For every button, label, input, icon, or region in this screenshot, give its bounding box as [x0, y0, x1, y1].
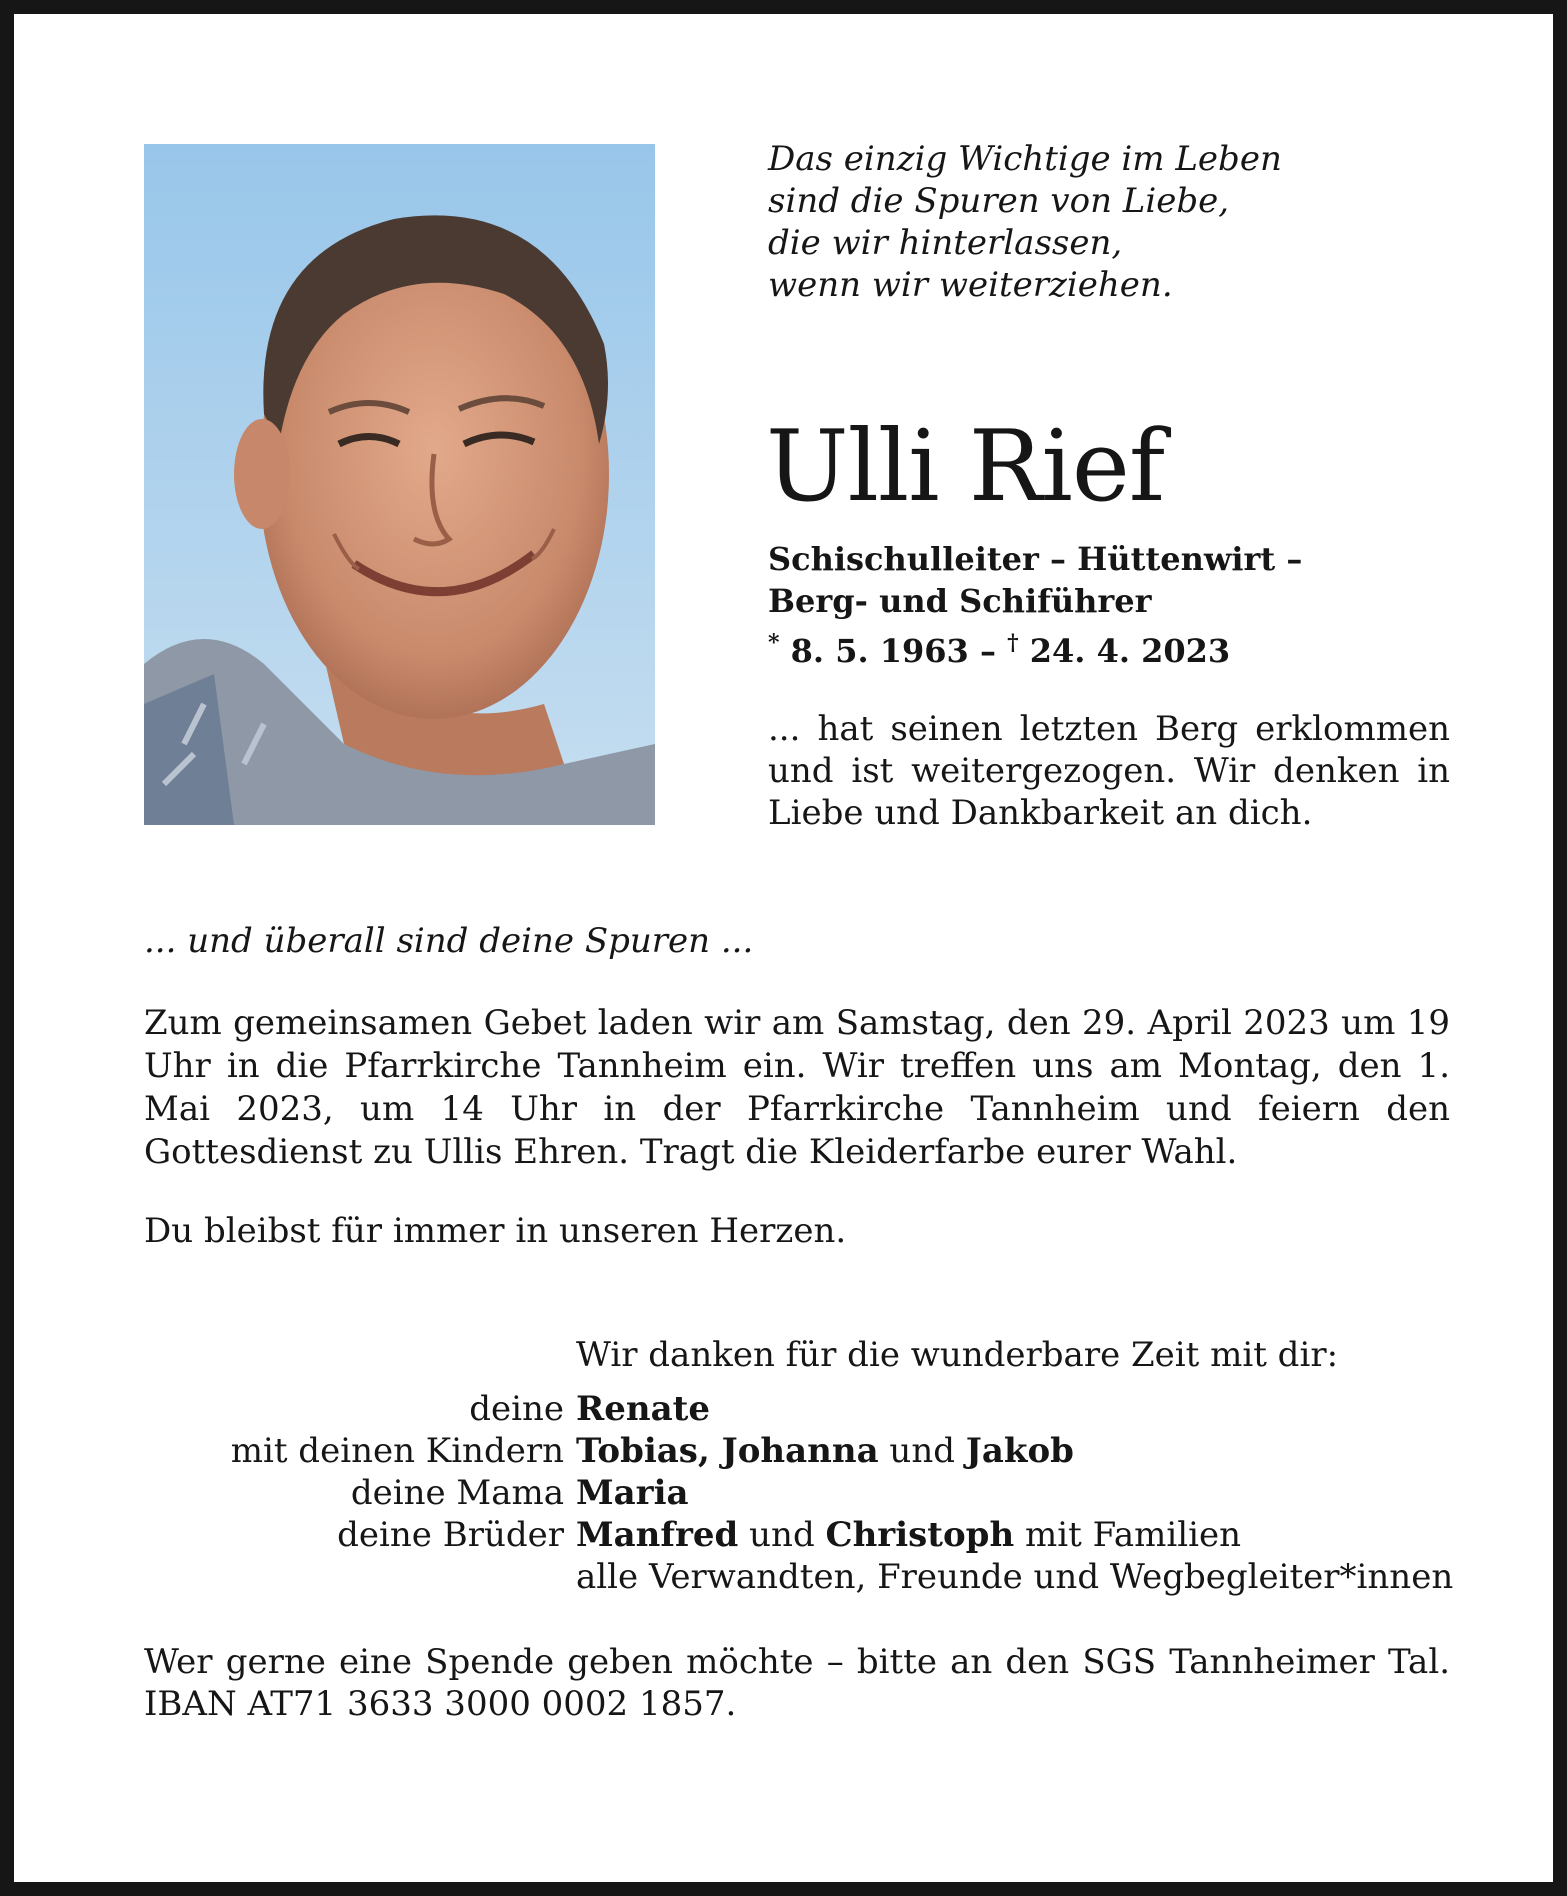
family-name: Renate: [576, 1389, 710, 1429]
family-names: [576, 1514, 1241, 1556]
family-name: Maria: [576, 1473, 689, 1513]
deceased-name: Ulli Rief: [766, 410, 1165, 524]
date-separator: –: [968, 632, 1008, 670]
heart-line: Du bleibst für immer in unseren Herzen.: [144, 1211, 847, 1251]
family-row: [144, 1388, 1464, 1430]
family-name: Manfred: [576, 1515, 739, 1555]
family-name: Christoph: [825, 1515, 1015, 1555]
life-dates: [768, 622, 1302, 672]
death-date: 24. 4. 2023: [1029, 632, 1231, 670]
family-row: [144, 1556, 1464, 1598]
donation-line: Wer gerne eine Spende geben möchte – bitte an den SGS Tannheimer Tal.: [144, 1642, 1450, 1682]
family-joiner: und: [738, 1515, 826, 1555]
memorial-quote: [768, 138, 1468, 306]
family-joiner: und: [878, 1431, 966, 1471]
family-name: Tobias, Johanna: [576, 1431, 879, 1471]
birth-symbol: *: [768, 630, 780, 656]
family-relation: deine: [469, 1389, 564, 1429]
iban-line: IBAN AT71 3633 3000 0002 1857.: [144, 1684, 737, 1724]
family-names: alle Verwandten, Freunde und Wegbegleiter*innen: [576, 1557, 1454, 1597]
portrait-photo: [144, 144, 655, 825]
deceased-details: [768, 538, 1302, 672]
portrait-illustration: [144, 144, 655, 825]
family-suffix: mit Familien: [1014, 1515, 1241, 1555]
donation-info: [144, 1641, 1450, 1725]
quote-line: die wir hinterlassen,: [768, 223, 1123, 263]
birth-date: 8. 5. 1963: [790, 632, 969, 670]
death-symbol: †: [1007, 630, 1019, 656]
family-row: [144, 1472, 1464, 1514]
family-names: [576, 1472, 689, 1514]
roles-line: Schischulleiter – Hüttenwirt –: [768, 540, 1303, 578]
family-relation: deine Brüder: [337, 1515, 564, 1555]
thanks-line: Wir danken für die wunderbare Zeit mit dir:: [576, 1335, 1339, 1375]
family-names: [576, 1388, 710, 1430]
tracks-line: ... und überall sind deine Spuren ...: [144, 921, 754, 961]
service-invitation: Zum gemeinsamen Gebet laden wir am Samstag, den 29. April 2023 um 19 Uhr in die Pfarrkirche Tannheim ein. Wir treffen uns am Montag, den 1. Mai 2023, um 14 Uhr in der Pfarrkirche Tannheim und feiern den Gottesdienst zu Ullis Ehren. Tragt die Kleiderfarbe eurer Wahl.: [144, 1003, 1450, 1172]
family-row: [144, 1514, 1464, 1556]
quote-line: Das einzig Wichtige im Leben: [768, 139, 1282, 179]
quote-line: wenn wir weiterziehen.: [768, 265, 1173, 305]
family-relation: deine Mama: [350, 1473, 564, 1513]
roles-line: Berg- und Schiführer: [768, 582, 1152, 620]
family-list: [144, 1388, 1464, 1598]
family-relation: mit deinen Kindern: [230, 1431, 564, 1471]
family-name: Jakob: [965, 1431, 1074, 1471]
climb-paragraph: ... hat seinen letzten Berg erklommen und ist weitergezogen. Wir denken in Liebe und Dankbarkeit an dich.: [768, 709, 1450, 833]
family-row: [144, 1430, 1464, 1472]
quote-line: sind die Spuren von Liebe,: [768, 181, 1230, 221]
family-relation: [144, 1556, 576, 1598]
family-names: [576, 1430, 1074, 1472]
